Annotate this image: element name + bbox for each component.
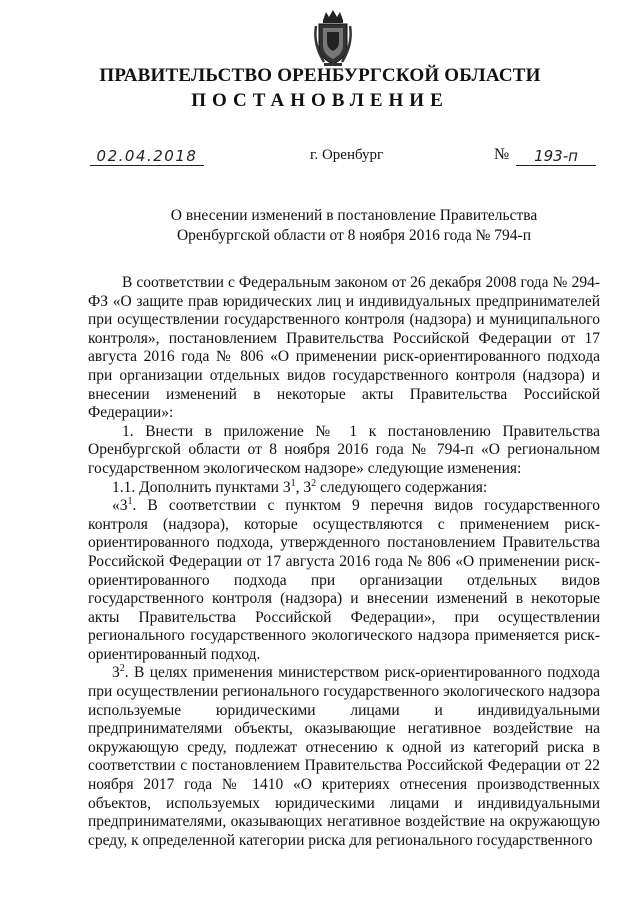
org-title: ПРАВИТЕЛЬСТВО ОРЕНБУРГСКОЙ ОБЛАСТИ (99, 65, 541, 86)
superscript: 2 (311, 477, 317, 489)
document-body (88, 274, 600, 850)
paragraph-item-1: 1. Внести в приложение № 1 к постановлению Правительства Оренбургской области от 8 ноября 2016 года № 794-п «О региональном государственном экологическом надзоре» следующие изменения: (88, 422, 600, 477)
paragraph-item-3-1 (88, 497, 600, 664)
superscript: 1 (290, 477, 296, 489)
document-number: 193-п (516, 147, 596, 166)
paragraph-text: . В соответствии с пунктом 9 перечня видов государственного контроля (надзора), которые осуществляются с применением риск-ориентированного подхода, утвержденного постановлением Правительства Российской Федерации от 17 августа 2016 года № 806 «О применении риск-ориентированного подхода при организации отдельных видов государственного контроля (надзора) и внесении изменений в некоторые акты Правительства Российской Федерации», при осуществлении регионального государственного экологического надзора применяется риск-ориентированный подход. (88, 497, 600, 663)
paragraph-text: следующего содержания: (316, 478, 488, 496)
subject-line-2: Оренбургской области от 8 ноября 2016 года № 794-п (176, 227, 531, 244)
document-subject (0, 206, 640, 246)
superscript: 2 (119, 663, 125, 675)
paragraph-text: . В целях применения министерством риск-ориентированного подхода при осуществлении регионального государственного экологического надзора используемые юридическими лицами и индивидуальными предпринимателями объекты, оказывающие негативное воздействие на окружающую среду, подлежат отнесению к одной из категорий риска в соответствии с постановлением Правительства Российской Федерации от 22 ноября 2017 года № 1410 «О критериях отнесения производственных объектов, используемых юридическими лицами и индивидуальными предпринимателями, оказывающих негативное воздействие на окружающую среду, к определенной категории риска для регионального государственного (88, 664, 600, 849)
paragraph-text: 3 (112, 664, 120, 682)
coat-of-arms-icon (312, 8, 354, 68)
paragraph-preamble: В соответствии с Федеральным законом от 26 декабря 2008 года № 294-ФЗ «О защите прав юридических лиц и индивидуальных предпринимателей при осуществлении государственного контроля (надзора) и муниципального контроля», постановлением Правительства Российской Федерации от 17 августа 2016 года № 806 «О применении риск-ориентированного подхода при организации отдельных видов государственного контроля (надзора) и внесении изменений в некоторые акты Правительства Российской Федерации»: (88, 274, 600, 422)
doc-type-heading: ПОСТАНОВЛЕНИЕ (191, 90, 449, 111)
document-date: 02.04.2018 (90, 147, 204, 166)
document-number-label: № (494, 146, 510, 163)
superscript: 1 (127, 495, 133, 507)
paragraph-text: «3 (112, 497, 128, 515)
paragraph-item-3-2 (88, 664, 600, 850)
paragraph-text: 1.1. Дополнить пунктами 3 (112, 478, 291, 496)
document-city: г. Оренбург (310, 147, 384, 163)
paragraph-text: , 3 (295, 478, 312, 496)
subject-line-1: О внесении изменений в постановление Правительства (170, 207, 538, 224)
paragraph-item-1-1 (88, 479, 600, 498)
